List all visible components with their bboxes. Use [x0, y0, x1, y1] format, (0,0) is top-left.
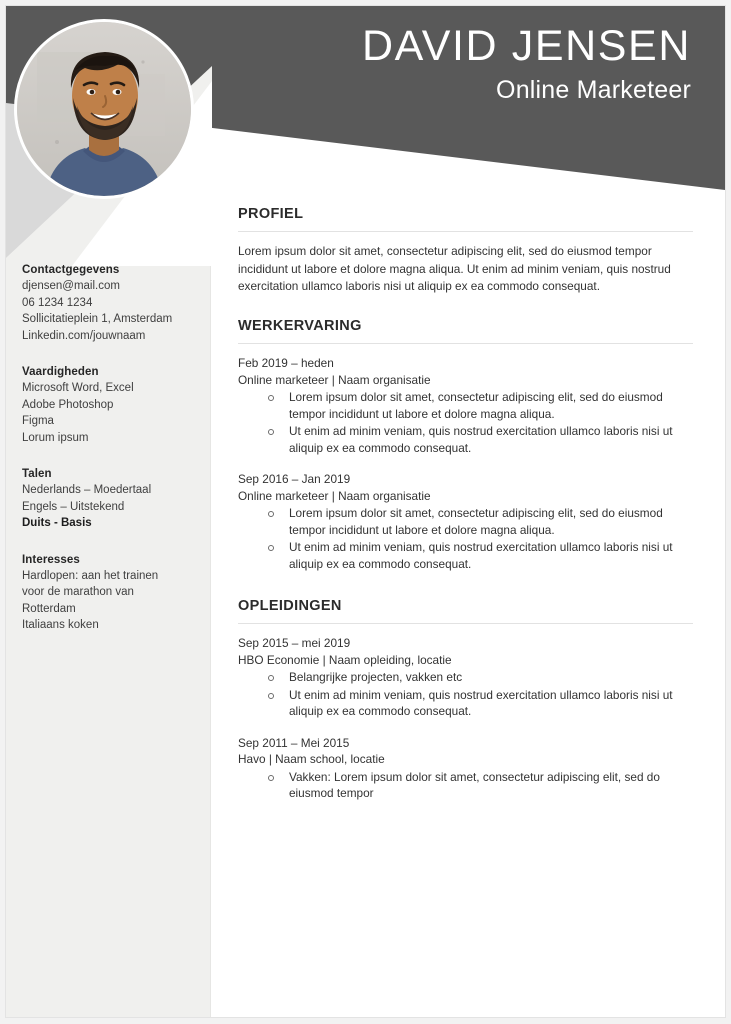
section-heading-opleidingen: OPLEIDINGEN: [238, 598, 693, 624]
list-item: Ut enim ad minim veniam, quis nostrud exercitation ullamco laboris nisi ut aliquip ex ea commodo consequat.: [238, 539, 693, 572]
sidebar-line: Duits - Basis: [22, 517, 92, 529]
list-item: Lorem ipsum dolor sit amet, consectetur adipiscing elit, sed do eiusmod tempor incididunt ut labore et dolore magna aliqua.: [238, 505, 693, 538]
section-opleidingen: [238, 598, 693, 817]
entry-subtitle: HBO Economie | Naam opleiding, locatie: [238, 652, 452, 667]
list-item: Belangrijke projecten, vakken etc: [238, 669, 693, 686]
section-werkervaring: [238, 318, 693, 587]
list-item: Lorem ipsum dolor sit amet, consectetur adipiscing elit, sed do eiusmod tempor incididunt ut labore et dolore magna aliqua.: [238, 389, 693, 422]
entry-subtitle: Online marketeer | Naam organisatie: [238, 372, 431, 387]
sidebar-line: 06 1234 1234: [22, 296, 93, 309]
header-text: [362, 24, 691, 108]
sidebar-block-title: Interesses: [22, 553, 80, 566]
sidebar-line: Italiaans koken: [22, 619, 99, 631]
sidebar-line: Adobe Photoshop: [22, 398, 114, 411]
section-heading-werkervaring: WERKERVARING: [238, 318, 693, 344]
entry-bullet-list: [238, 389, 693, 456]
entry-bullet-list: [238, 669, 693, 720]
list-item: Ut enim ad minim veniam, quis nostrud exercitation ullamco laboris nisi ut aliquip ex ea commodo consequat.: [238, 687, 693, 720]
sidebar-line: djensen@mail.com: [22, 280, 120, 292]
sidebar-line: voor de marathon van: [22, 586, 134, 598]
list-item: Vakken: Lorem ipsum dolor sit amet, consectetur adipiscing elit, sed do eiusmod tempor: [238, 769, 693, 802]
entry-subtitle: Havo | Naam school, locatie: [238, 752, 385, 766]
sidebar-line: Sollicitatieplein 1, Amsterdam: [22, 313, 173, 325]
sidebar-line: Nederlands – Moedertaal: [22, 484, 152, 496]
sidebar-block: [22, 554, 202, 634]
sidebar-line: Microsoft Word, Excel: [22, 382, 134, 394]
sidebar-block-title: Contactgegevens: [22, 264, 120, 276]
entry-bullet-list: [238, 769, 693, 802]
cv-entry: [238, 635, 693, 720]
sidebar-block-title: Talen: [22, 468, 52, 480]
resume-page: [6, 6, 725, 1017]
cv-entry: [238, 471, 693, 572]
sidebar-block: [22, 264, 202, 344]
sidebar-line: Rotterdam: [22, 602, 76, 615]
sidebar: [22, 264, 202, 656]
sidebar-block: [22, 468, 202, 532]
portrait-photo-icon: [17, 22, 191, 196]
avatar: [14, 19, 194, 199]
profiel-text: Lorem ipsum dolor sit amet, consectetur adipiscing elit, sed do eiusmod tempor incididunt ut labore et dolore magna aliqua. Ut enim ad minim veniam, quis nostrud exercitation ullamco laboris nisi ut aliquip ex ea commodo consequat.: [238, 244, 671, 293]
sidebar-line: Figma: [22, 415, 54, 427]
cv-entry: [238, 355, 693, 456]
page-title: DAVID JENSEN: [361, 22, 691, 70]
entry-bullet-list: [238, 505, 693, 572]
sidebar-line: Linkedin.com/jouwnaam: [22, 329, 146, 342]
entry-date: Sep 2015 – mei 2019: [238, 636, 351, 650]
cv-entry: [238, 735, 693, 802]
list-item: Ut enim ad minim veniam, quis nostrud exercitation ullamco laboris nisi ut aliquip ex ea commodo consequat.: [238, 423, 693, 456]
sidebar-line: Lorum ipsum: [22, 431, 89, 444]
sidebar-block: [22, 366, 202, 446]
sidebar-line: Engels – Uitstekend: [22, 500, 125, 513]
entry-subtitle: Online marketeer | Naam organisatie: [238, 488, 431, 503]
entry-date: Sep 2011 – Mei 2015: [238, 735, 350, 750]
entry-date: Feb 2019 – heden: [238, 356, 334, 370]
entry-date: Sep 2016 – Jan 2019: [238, 472, 351, 486]
job-title: Online Marketeer: [496, 75, 691, 104]
sidebar-block-title: Vaardigheden: [22, 366, 99, 378]
section-profiel: [238, 206, 693, 296]
section-heading-profiel: PROFIEL: [238, 206, 693, 232]
sidebar-line: Hardlopen: aan het trainen: [22, 569, 159, 582]
